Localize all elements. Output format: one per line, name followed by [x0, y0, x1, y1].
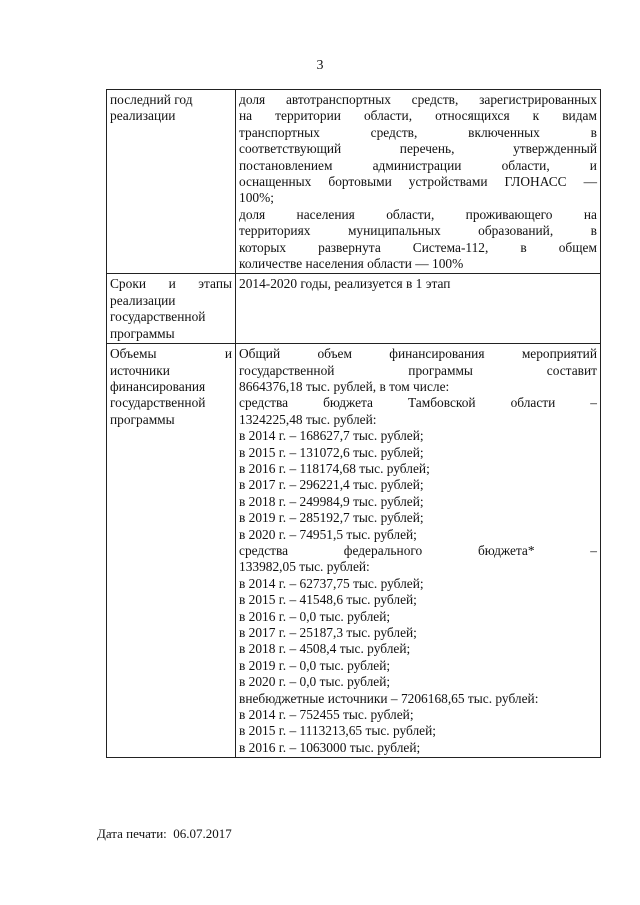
row-content-cell [236, 344, 601, 758]
row-content-line: соответствующий перечень, утвержденный [239, 141, 597, 157]
row-content-line: 2014-2020 годы, реализуется в 1 этап [239, 276, 451, 292]
row-content-line: средства бюджета Тамбовской области – [239, 395, 597, 411]
row-content-line: транспортных средств, включенных в [239, 124, 597, 140]
row-content-line: в 2015 г. – 131072,6 тыс. рублей; [239, 444, 424, 460]
row-content-line: доля населения области, проживающего на [239, 206, 597, 222]
print-date-value: 06.07.2017 [173, 826, 232, 841]
row-content-line: 8664376,18 тыс. рублей, в том числе: [239, 378, 450, 394]
row-content-line: в 2016 г. – 1063000 тыс. рублей; [239, 739, 421, 755]
row-content-line: территориях муниципальных образований, в [239, 223, 597, 239]
row-content-line: в 2014 г. – 168627,7 тыс. рублей; [239, 428, 424, 444]
row-content-line: государственной программы составит [239, 362, 597, 378]
row-content-line: средства федерального бюджета* – [239, 542, 597, 558]
row-content-line: 133982,05 тыс. рублей: [239, 559, 370, 575]
row-content-line: количестве населения области — 100% [239, 256, 464, 272]
print-date-footer [97, 826, 232, 842]
row-content-line: в 2018 г. – 249984,9 тыс. рублей; [239, 493, 424, 509]
row-content-line: в 2016 г. – 118174,68 тыс. рублей; [239, 460, 430, 476]
row-label-line: Объемы и [110, 346, 232, 362]
row-label-line: последний год [110, 92, 193, 107]
row-content-line: на территории области, относящихся к видам [239, 108, 597, 124]
row-content-line: оснащенных бортовыми устройствами ГЛОНАСС — [239, 174, 597, 190]
row-label-line: программы [110, 411, 175, 427]
row-content-line: в 2017 г. – 296221,4 тыс. рублей; [239, 477, 424, 493]
row-content-line: в 2018 г. – 4508,4 тыс. рублей; [239, 641, 411, 657]
row-content-line: доля автотранспортных средств, зарегистрированных [239, 92, 597, 107]
row-content-line: в 2019 г. – 0,0 тыс. рублей; [239, 657, 391, 673]
row-content-line: в 2020 г. – 0,0 тыс. рублей; [239, 674, 391, 690]
print-date-label: Дата печати: [97, 826, 167, 841]
row-label-cell [107, 90, 236, 274]
row-content-line: Общий объем финансирования мероприятий [239, 346, 597, 362]
row-content-line: в 2019 г. – 285192,7 тыс. рублей; [239, 510, 424, 526]
page-number: 3 [316, 58, 324, 73]
table-row [107, 344, 601, 758]
row-content-line: 1324225,48 тыс. рублей: [239, 411, 377, 427]
row-label-line: реализации [110, 292, 176, 308]
table-row [107, 274, 601, 344]
row-content-line: в 2017 г. – 25187,3 тыс. рублей; [239, 625, 417, 640]
table-row [107, 90, 601, 274]
row-content-line: в 2016 г. – 0,0 тыс. рублей; [239, 608, 391, 624]
row-content-line: в 2015 г. – 1113213,65 тыс. рублей; [239, 723, 436, 739]
row-label-cell [107, 344, 236, 758]
row-content-line: 100%; [239, 190, 274, 206]
row-content-line: которых развернута Система-112, в общем [239, 239, 597, 255]
row-label-line: финансирования [110, 378, 206, 394]
row-content-line: в 2014 г. – 752455 тыс. рублей; [239, 707, 414, 723]
row-label-line: программы [110, 325, 175, 341]
row-content-line: постановлением администрации области, и [239, 157, 597, 173]
row-label-line: источники [110, 362, 170, 378]
row-label-cell [107, 274, 236, 344]
row-label-line: Сроки и этапы [110, 276, 232, 292]
row-content-line: в 2015 г. – 41548,6 тыс. рублей; [239, 592, 417, 608]
passport-table-body [107, 90, 601, 758]
row-content-line: в 2020 г. – 74951,5 тыс. рублей; [239, 526, 417, 542]
row-label-line: реализации [110, 108, 176, 124]
row-label-line: государственной [110, 395, 206, 411]
row-label-line: государственной [110, 309, 206, 325]
row-content-line: внебюджетные источники – 7206168,65 тыс. рублей: [239, 690, 539, 706]
row-content-cell [236, 274, 601, 344]
row-content-line: в 2014 г. – 62737,75 тыс. рублей; [239, 575, 424, 591]
row-content-cell [236, 90, 601, 274]
passport-table [106, 89, 601, 758]
